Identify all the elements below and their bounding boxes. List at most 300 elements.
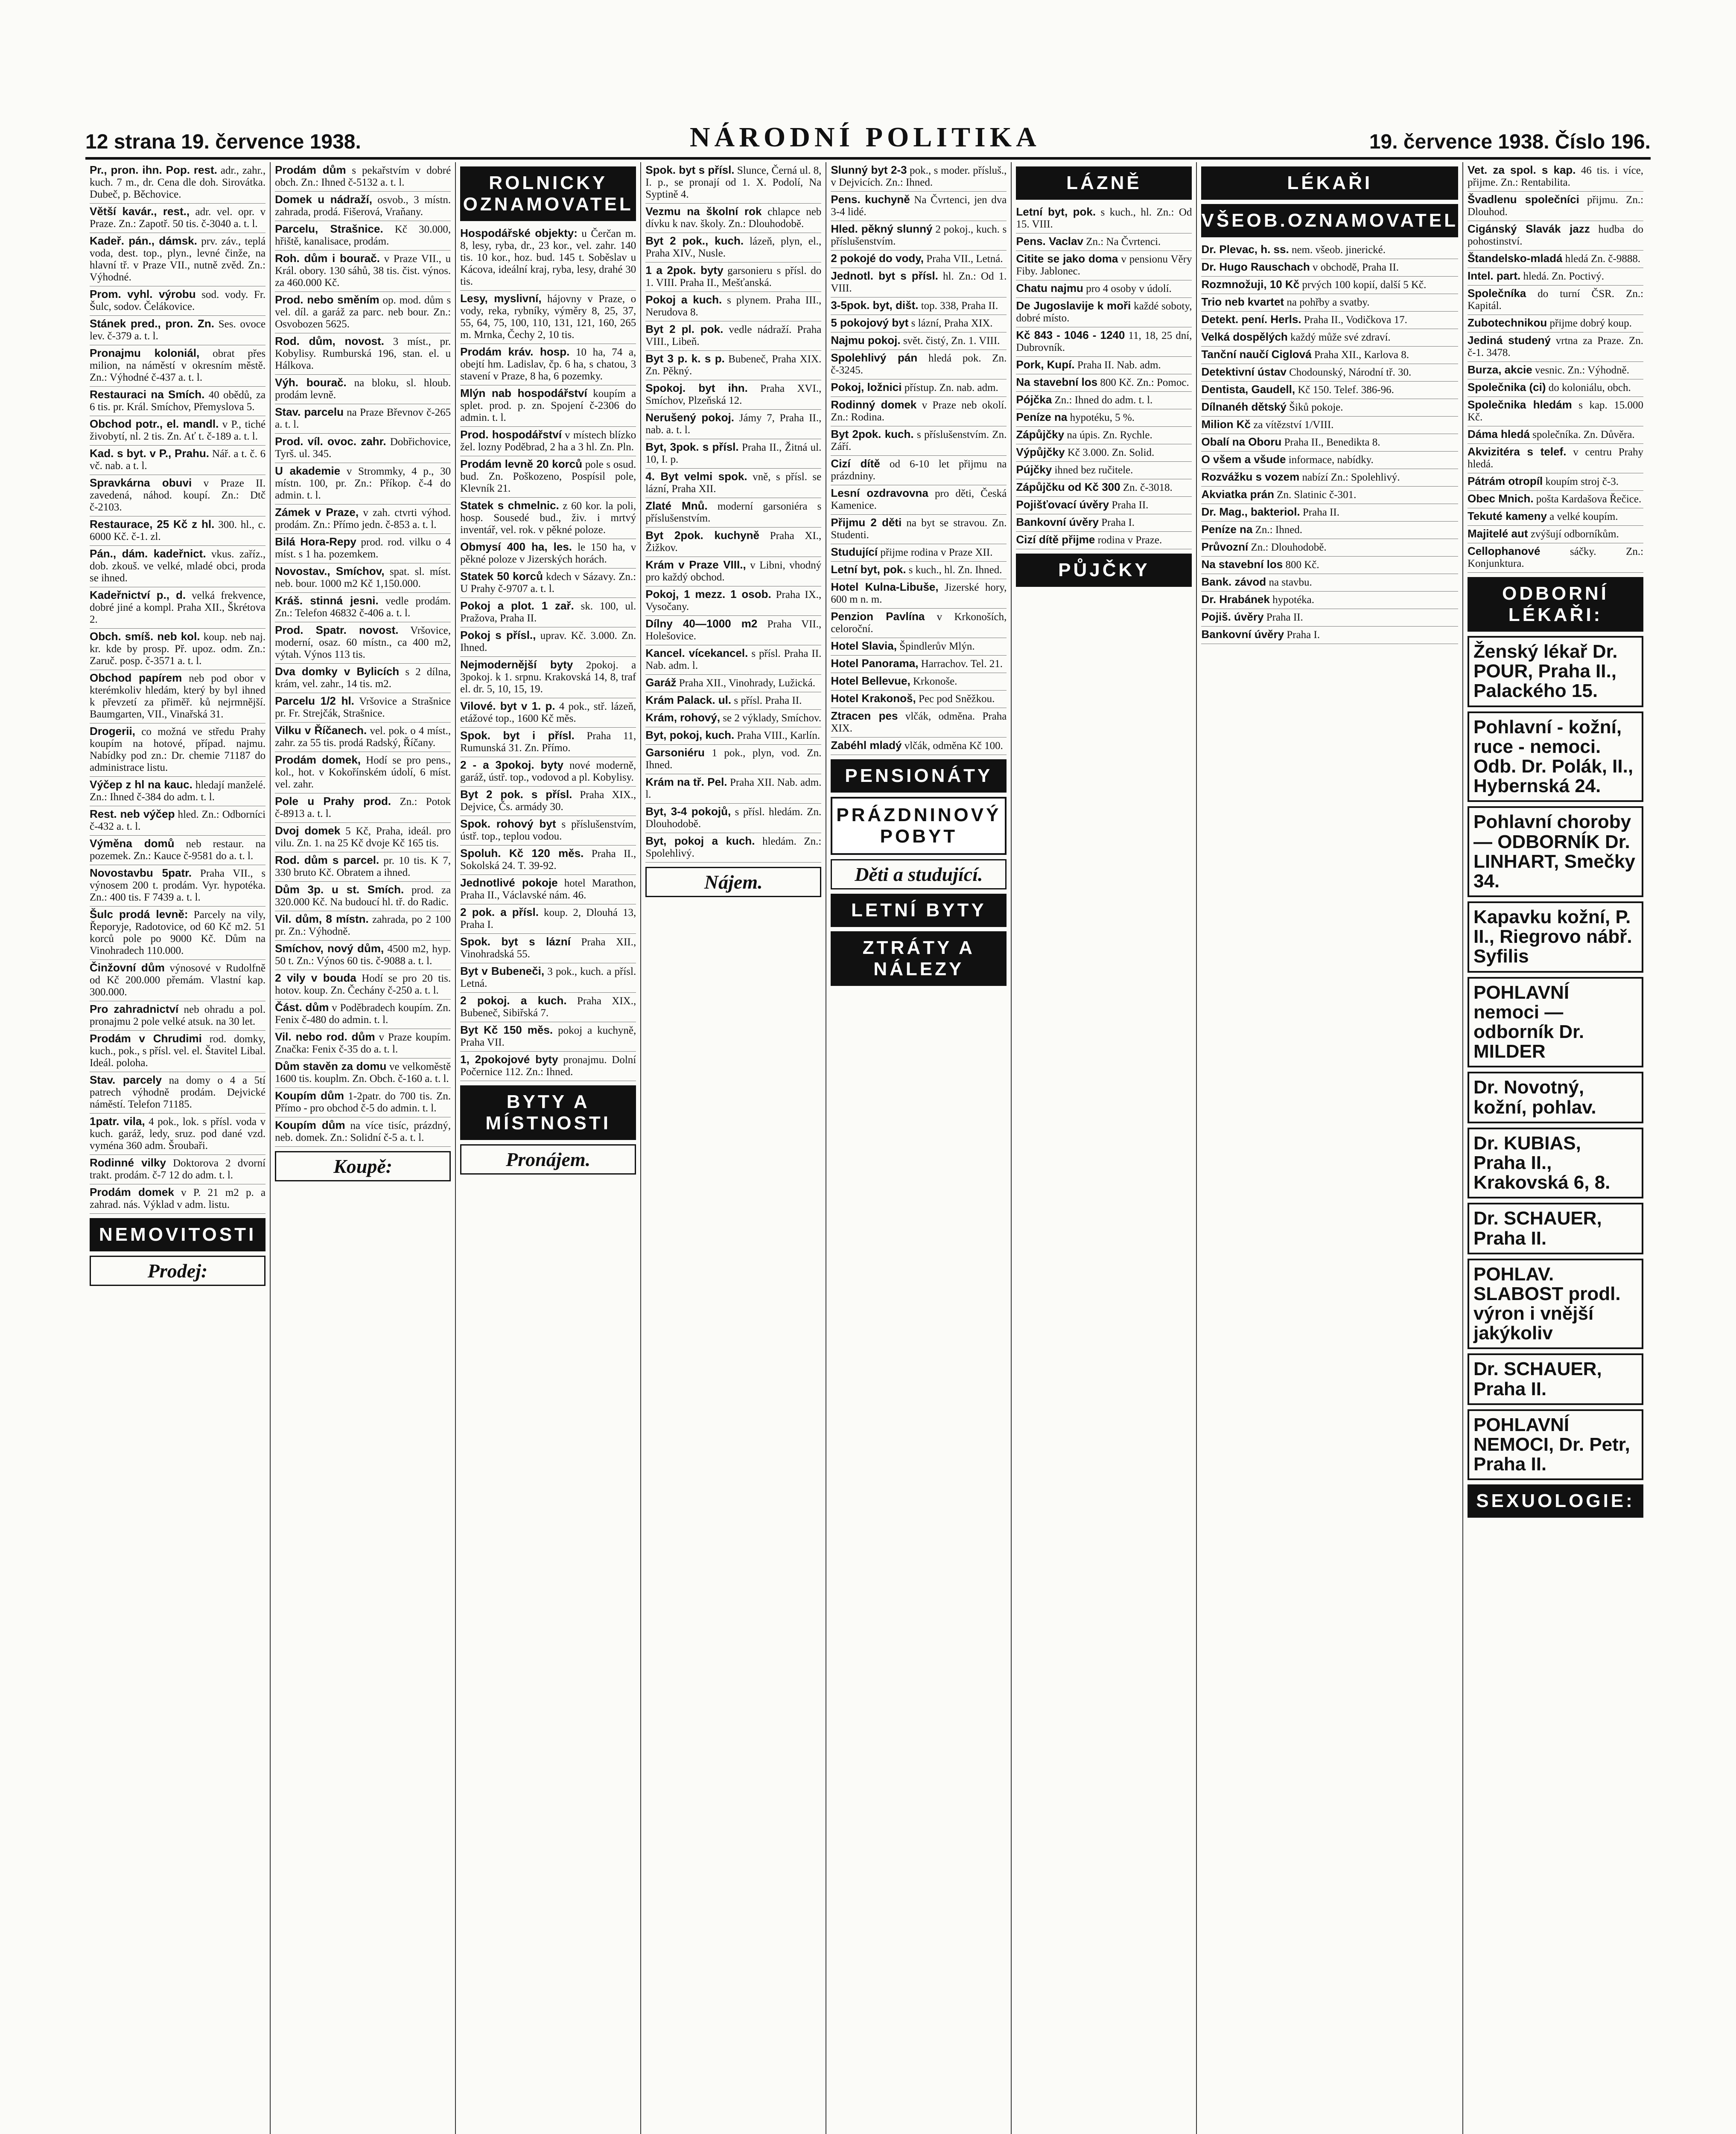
ad-title: Pens. kuchyně [831, 193, 910, 206]
classified-ad [1468, 192, 1643, 221]
ad-body: Praha XIX., Dejvice, Čs. armády 30. [460, 789, 636, 813]
ad-title: Část. dům [275, 1001, 329, 1014]
ad-title: Prodám levně 20 korců [460, 458, 583, 470]
ad-title: 2 pokojé do vody, [831, 252, 924, 265]
ad-title: Jednotl. byt s přísl. [831, 269, 938, 282]
ad-body: svět. čistý, Zn. 1. VIII. [903, 335, 1000, 347]
classified-ad [275, 793, 451, 823]
ad-body: neb restaur. na pozemek. Zn.: Kauce č-9581 do a. t. l. [90, 838, 266, 862]
classified-ad [1016, 392, 1192, 409]
ad-title: Spoluh. Kč 120 měs. [460, 847, 584, 860]
classified-ad [645, 774, 821, 804]
ad-body: na domy o 4 a 5tí patrech výhodně prodám. Dejvické náměstí. Telefon 71185. [90, 1075, 266, 1110]
ad-body: zahrada, po 2 100 pr. Zn.: Výhodně. [275, 914, 451, 937]
ad-body: s kuch., hl. Zn.: Od 15. VIII. [1016, 207, 1192, 230]
classified-ad [1201, 434, 1458, 452]
ad-body: Špindlerův Mlýn. [899, 641, 975, 652]
ad-body: chlapce neb dívku k nav. školy. Zn.: Dlouhodobě. [645, 206, 822, 230]
classified-ad [460, 385, 636, 427]
classified-ad [275, 693, 451, 723]
classified-ad [1016, 514, 1192, 532]
ad-title: Velká dospělých [1201, 330, 1288, 343]
ad-title: Citite se jako doma [1016, 252, 1118, 265]
ad-body: do koloniálu, obch. [1548, 382, 1631, 394]
classified-ad [275, 911, 451, 941]
classified-ad [831, 192, 1007, 221]
classified-ad [90, 806, 266, 836]
ad-body: osvob., 3 místn. zahrada, prodá. Fišerová, Vraňany. [275, 194, 451, 218]
ad-body: Praha XII., Vinohrady, Lužická. [679, 677, 815, 689]
ad-body: hájovny v Praze, o vody, reka, rybníky, výměry 8, 25, 37, 55, 64, 75, 100, 110, 131, 121, 160, 265 m. Mrnka, Čechy 2, 10 tis. [460, 293, 636, 341]
ad-title: Obch. smíš. neb kol. [90, 630, 200, 643]
ad-body: s přísl. Praha II. Nab. adm. l. [645, 648, 822, 671]
classified-ad [1201, 242, 1458, 259]
classified-ad [460, 291, 636, 344]
classified-ad [275, 970, 451, 1000]
ad-body: hypotéka. [1272, 594, 1315, 606]
ad-title: Pro zahradnictví [90, 1003, 179, 1015]
ad-body: na stavbu. [1269, 577, 1312, 588]
ad-title: Pr., pron. ihn. Pop. rest. [90, 163, 217, 176]
ad-body: na Praze Břevnov č-265 a. t. l. [275, 407, 451, 430]
ad-body: s přísl. Praha II. [734, 695, 802, 706]
classified-ad [460, 787, 636, 816]
ad-body: top. 338, Praha II. [921, 300, 998, 312]
ad-body: Praha VIII., Karlín. [737, 730, 820, 741]
ad-title: Najmu pokoj. [831, 334, 901, 347]
ad-body: 3 pok., kuch. a přísl. Letná. [460, 966, 636, 989]
classified-ad [1201, 364, 1458, 382]
ad-title: Výh. bourač. [275, 376, 347, 389]
ad-body: Zn.: Ihned do adm. t. l. [1054, 394, 1153, 406]
header-left: 12 strana 19. července 1938. [85, 131, 361, 153]
ad-body: Praha II., Benedikta 8. [1284, 437, 1380, 448]
ad-body: sk. 100, ul. Pražova, Praha II. [460, 601, 636, 624]
ad-body: 40 obědů, za 6 tis. pr. Král. Smíchov, Přemyslova 5. [90, 389, 266, 413]
ad-title: Cellophanové [1467, 545, 1541, 557]
classified-ad [460, 568, 636, 598]
classified-ad [460, 1022, 636, 1052]
ad-title: Dílnanéh dětský [1201, 400, 1287, 413]
ad-title: Prod. víl. ovoc. zahr. [275, 435, 386, 448]
ad-title: Prod. nebo směním [275, 293, 379, 306]
classified-ad [90, 286, 266, 316]
ad-body: vkus. zaříz., dob. zkouš. ve velké, mladé obci, proda se ihned. [90, 548, 266, 584]
ad-body: Praha II., Sokolská 24. T. 39-92. [460, 848, 636, 872]
ad-body: koupím a splet. prod. p. zn. Spojení č-2306 do admin. t. l. [460, 388, 636, 423]
classified-ad [90, 316, 266, 345]
classified-ad [1016, 251, 1192, 280]
ad-body: v P. 21 m2 p. a zahrad. nás. Výklad v adm. listu. [90, 1187, 266, 1210]
ad-title: Spok. byt s lázní [460, 935, 571, 948]
ad-title: Pátrám otropíl [1467, 475, 1543, 487]
classified-ad [460, 816, 636, 845]
ad-body: Praha 11, Rumunská 31. Zn. Přímo. [460, 730, 636, 754]
classified-ad [90, 1001, 266, 1031]
ad-body: na bloku, sl. hloub. prodám levně. [275, 377, 451, 401]
doctor-ad: POHLAVNÍ nemoci — odborník Dr. MILDER [1468, 977, 1643, 1068]
page-header [85, 115, 1651, 160]
ad-title: Peníze na [1016, 411, 1068, 423]
ad-body: zvýšují odborníkům. [1530, 528, 1619, 540]
ad-body: sod. vody. Fr. Šulc, sodov. Čelákovice. [90, 289, 266, 312]
ad-title: Vezmu na školní rok [645, 205, 762, 218]
ad-body: přístup. Zn. nab. adm. [904, 382, 998, 394]
ad-title: 1, 2pokojové byty [460, 1053, 558, 1066]
ad-body: pro děti, Česká Kamenice. [831, 488, 1007, 511]
ad-body: Hodí se pro 20 tis. hotov. koup. Zn. Čechány č-250 a. t. l. [275, 973, 451, 996]
ad-title: Bankovní úvěry [1016, 516, 1099, 528]
ad-title: Intel. part. [1467, 269, 1521, 282]
ad-title: Vilové. byt v 1. p. [460, 700, 555, 712]
ad-body: v Libni, vhodný pro každý obchod. [645, 560, 822, 583]
classified-ad [90, 416, 266, 446]
ad-title: Byt 2 pok., kuch. [645, 234, 744, 247]
ad-body: v obchodě, Praha II. [1313, 262, 1399, 273]
ad-body: vedle nádraží. Praha VIII., Libeň. [645, 324, 822, 347]
ad-title: 2 pokoj. a kuch. [460, 994, 567, 1007]
ad-body: každý může své zdraví. [1290, 332, 1391, 343]
doctor-ad: Dr. KUBIAS, Praha II., Krakovská 6, 8. [1468, 1128, 1643, 1199]
classified-ad [275, 221, 451, 251]
classified-ad [90, 204, 266, 233]
classified-ad [90, 1155, 266, 1184]
ad-title: Garáž [645, 676, 677, 689]
ad-body: z 60 kor. la poli, hosp. Sousedé bud., živ. i mrtvý inventář, vel. rok. v pěkné poloze. [460, 500, 636, 536]
ad-title: Prod. Spatr. novost. [275, 624, 399, 636]
classified-ad [275, 463, 451, 504]
ad-body: v centru Prahy hledá. [1467, 446, 1644, 470]
ad-title: Hospodářské objekty: [460, 227, 578, 239]
ad-title: Hotel Bellevue, [831, 674, 910, 687]
ad-title: 1patr. vila, [90, 1115, 145, 1128]
classified-ad [831, 350, 1007, 379]
ad-title: Novostav., Smíchov, [275, 565, 385, 577]
ad-body: hledá Zn. č-9888. [1565, 253, 1641, 265]
classified-ad [645, 351, 821, 380]
classified-ad [831, 544, 1007, 562]
ad-body: Zn.: Ihned. [1255, 524, 1303, 536]
classified-ad [831, 297, 1007, 315]
ad-body: v Praze VII., u Král. obory. 130 sáhů, 38 tis. čist. výnos. za 460.000 Kč. [275, 253, 451, 289]
classified-ad [645, 439, 821, 469]
classified-ad [275, 504, 451, 534]
classified-ad [1468, 286, 1643, 315]
ad-body: výnosové v Rudolfně od Kč 200.000 přemám. Vlastní kap. 300.000. [90, 962, 266, 998]
ad-title: Spok. byt s přísl. [645, 163, 735, 176]
classified-ad [275, 534, 451, 563]
classified-ad [831, 379, 1007, 397]
classified-ad [831, 456, 1007, 485]
ad-body: hledá pok. Zn. č-3245. [831, 353, 1007, 376]
ad-title: Kadeř. pán., dámsk. [90, 234, 197, 247]
ad-title: Kráš. stinná jesni. [275, 594, 379, 607]
ad-body: v Praze II. zavedená, náhod. koupí. Zn.: Dtč č-2103. [90, 478, 266, 513]
classified-ad [645, 321, 821, 351]
ad-title: Společníka [1467, 287, 1526, 300]
ad-body: velká frekvence, dobré jiné a kompl. Praha XII., Škrétova 2. [90, 590, 266, 625]
doctor-ad: POHLAV. SLABOST prodl. výron i vnější jakýkoliv [1468, 1259, 1643, 1350]
classified-ad [645, 745, 821, 774]
ad-body: Harrachov. Tel. 21. [921, 658, 1003, 670]
ad-body: s lázní, Praha XIX. [911, 318, 993, 329]
classified-ad [90, 446, 266, 475]
ad-body: lázeň, plyn, el., Praha XIV., Nusle. [645, 236, 822, 259]
ad-title: Pole u Prahy prod. [275, 795, 391, 808]
ad-title: Akvizitéra s telef. [1467, 445, 1567, 458]
ad-body: hudba do pohostinství. [1467, 224, 1644, 247]
ad-body: v Praze koupím. Značka: Fenix č-35 do a. t. l. [275, 1032, 451, 1055]
classified-ad [1468, 397, 1643, 426]
ad-title: Hotel Panorama, [831, 657, 919, 670]
ad-body: Jámy 7, Praha II., nab. a. t. l. [645, 412, 822, 436]
classified-ad [275, 1029, 451, 1058]
ad-body: vlčák, odměna Kč 100. [904, 740, 1003, 752]
ad-title: Dvoj domek [275, 824, 341, 837]
classified-ad [1201, 259, 1458, 277]
ad-title: Cizí dítě [831, 457, 880, 470]
ad-title: Spravkárna obuvi [90, 476, 192, 489]
classified-ad [460, 845, 636, 875]
classified-ad [1201, 277, 1458, 294]
ad-title: Nerušený pokoj. [645, 411, 734, 424]
ad-body: 2 pokoj., kuch. s příslušenstvím. [831, 224, 1007, 247]
ad-body: Praha XII., Karlova 8. [1314, 349, 1409, 361]
column-5 [826, 162, 1012, 2134]
classified-ad [831, 708, 1007, 738]
ad-title: Drogerii, [90, 725, 135, 738]
section-sexuologie: SEXUOLOGIE: [1468, 1484, 1643, 1518]
classified-ad [460, 627, 636, 657]
ad-title: Prodám v Chrudimi [90, 1032, 202, 1045]
classified-ad [645, 645, 821, 675]
classified-ad [275, 563, 451, 593]
classified-ad [90, 546, 266, 587]
classified-ad [1016, 204, 1192, 233]
ad-title: Pokoj s přísl., [460, 629, 536, 641]
classified-ad [90, 233, 266, 286]
ad-body: Šiků pokoje. [1289, 402, 1343, 413]
ad-title: Kad. s byt. v P., Prahu. [90, 447, 209, 460]
classified-ad [645, 804, 821, 833]
classified-ad [1468, 543, 1643, 573]
column-7 [1197, 162, 1463, 2134]
classified-ad [1201, 487, 1458, 504]
classified-ad [90, 1072, 266, 1114]
classified-ad [831, 738, 1007, 755]
ad-title: Trio neb kvartet [1201, 295, 1284, 308]
classified-ad [1201, 399, 1458, 417]
ad-body: Ses. ovoce lev. č-379 a. t. l. [90, 318, 266, 342]
ad-body: Praha II. [1302, 507, 1339, 518]
classified-ad [460, 875, 636, 904]
ad-body: 800 Kč. Zn.: Pomoc. [1100, 377, 1189, 388]
classified-ad [460, 1052, 636, 1081]
section-byty: BYTY A MÍSTNOSTI [460, 1085, 636, 1140]
ad-body: garsonieru s přísl. do 1. VIII. Praha II., Mešťanská. [645, 265, 822, 289]
ad-title: Dům 3p. u st. Smích. [275, 883, 404, 896]
ad-title: Pens. Vaclav [1016, 235, 1083, 248]
ad-title: Kadeřnictví p., d. [90, 589, 186, 601]
ad-body: moderní garsoniéra s příslušenstvím. [645, 501, 822, 524]
ad-title: Jednotlivé pokoje [460, 876, 558, 889]
ad-body: nem. všeob. jinerické. [1291, 244, 1386, 256]
ad-body: Zn.: Na Čvrtenci. [1086, 236, 1161, 248]
ad-body: přijme dobrý koup. [1549, 318, 1632, 329]
section-lazne: LÁZNĚ [1016, 166, 1192, 200]
ad-title: Zámek v Praze, [275, 506, 359, 519]
ad-body: pr. 10 tis. K 7, 330 bruto Kč. Obratem a ihned. [275, 855, 451, 878]
ad-title: Dům stavěn za domu [275, 1060, 387, 1073]
classified-ad [90, 836, 266, 865]
ad-title: Krám Palack. ul. [645, 694, 732, 706]
classified-ad [90, 865, 266, 907]
classified-ad [1468, 332, 1643, 362]
ad-body: spat. sl. míst. neb. bour. 1000 m2 Kč 1,150.000. [275, 566, 451, 589]
ad-body: Na Čvrtenci, jen dva 3-4 lidé. [831, 194, 1007, 218]
ad-title: Jediná studený [1467, 334, 1551, 347]
ad-body: koupím stroj č-3. [1545, 476, 1619, 487]
ad-body: rod. domky, kuch., pok., s přísl. vel. el. Štavitel Libal. Ideál. poloha. [90, 1033, 266, 1069]
ad-title: Roh. dům i bourač. [275, 252, 380, 265]
ad-body: s 2 dílna, krám, vel. zahr., 14 tis. m2. [275, 666, 451, 690]
ad-title: Činžovní dům [90, 961, 165, 974]
ad-body: 10 ha, 74 a, obejtí hm. Ladislav, čp. 6 ha, s chatou, 3 stavení v Praze, 8 ha, 6 pozemky. [460, 347, 636, 382]
ad-title: Obchod potr., el. mandl. [90, 417, 219, 430]
column-8 [1463, 162, 1648, 2134]
classified-ad [645, 710, 821, 727]
ad-title: Restaurace, 25 Kč z hl. [90, 518, 215, 531]
column-6 [1012, 162, 1197, 2134]
ad-title: Bank. závod [1201, 575, 1266, 588]
classified-ad [275, 434, 451, 463]
ad-body: obrat přes milion, na náměstí v okresním městě. Zn.: Výhodné č-437 a. t. l. [90, 348, 266, 383]
ad-body: 4500 m2, hyp. 50 t. Zn.: Výnos 60 tis. č-9088 a. t. l. [275, 943, 451, 967]
classified-ad [1468, 162, 1643, 192]
ad-title: De Jugoslavije k moři [1016, 299, 1131, 312]
ad-title: Dr. Plevac, h. ss. [1201, 243, 1289, 256]
ad-body: s kap. 15.000 Kč. [1467, 399, 1644, 423]
ad-body: na úpis. Zn. Rychle. [1067, 429, 1152, 441]
ad-body: s příslušenstvím, ústř. top., teplou vodou. [460, 819, 636, 842]
ad-title: Zubotechnikou [1467, 316, 1547, 329]
ad-title: Dentista, Gaudell, [1201, 383, 1295, 396]
ad-title: Novostavbu 5patr. [90, 866, 192, 879]
ad-body: sáčky. Zn.: Konjunktura. [1467, 546, 1644, 569]
ad-title: Vilku v Říčanech. [275, 724, 367, 737]
classified-ad [1201, 522, 1458, 539]
ad-title: Spok. rohový byt [460, 817, 556, 830]
classified-ad [1016, 409, 1192, 427]
header-right: 19. července 1938. Číslo 196. [1369, 131, 1651, 153]
ad-body: od 6-10 let přijmu na prázdniny. [831, 458, 1007, 482]
ad-title: Pán., dám. kadeřnict. [90, 547, 206, 560]
classified-ad [645, 692, 821, 710]
ad-body: v místech blízko žel. lozny Poděbrad, 2 ha a 3 hl. Zn. Pln. [460, 429, 636, 453]
ad-body: Kč 3.000. Zn. Solid. [1067, 447, 1155, 458]
ad-title: Lesní ozdravovna [831, 487, 928, 499]
ad-body: Praha II. [1266, 612, 1303, 623]
classified-ad [831, 515, 1007, 544]
ad-body: ve velkoměstě 1600 tis. kouplm. Zn. Obch. č-160 a. t. l. [275, 1061, 451, 1084]
ad-body: 1 pok., plyn, vod. Zn. Ihned. [645, 747, 822, 771]
ad-body: Kč 30.000, hřiště, kanalisace, prodám. [275, 224, 451, 247]
ad-body: pošta Kardašova Řečice. [1536, 493, 1642, 505]
ad-title: Byt, pokoj, kuch. [645, 729, 735, 741]
classified-ad [1201, 592, 1458, 609]
classified-ad [645, 410, 821, 439]
doctor-ad: Dr. SCHAUER, Praha II. [1468, 1353, 1643, 1405]
ad-title: Byt 2 pok. s přísl. [460, 788, 572, 801]
ad-body: 2pokoj. a 3pokoj. k 1. srpnu. Krakovská 14, 8, traf el. dr. 5, 10, 15, 19. [460, 659, 636, 695]
ad-body: hledá. Zn. Poctivý. [1523, 271, 1605, 282]
ad-title: Prodám dům [275, 163, 346, 176]
ad-body: Jizerské hory, 600 m n. m. [831, 582, 1007, 605]
ad-body: vedle prodám. Zn.: Telefon 46832 č-406 a. t. l. [275, 595, 451, 619]
ad-title: Společnika (ci) [1467, 381, 1546, 394]
ad-body: pokoj a kuchyně, Praha VII. [460, 1025, 636, 1048]
ad-body: hledám. Zn.: Spolehlivý. [645, 836, 822, 859]
ad-title: Kancel. vícekancel. [645, 647, 748, 659]
ad-title: Dílny 40—1000 m2 [645, 617, 758, 630]
ad-title: Byt 2pok. kuch. [831, 428, 914, 440]
ad-title: Burza, akcie [1467, 363, 1532, 376]
classified-ad [1016, 327, 1192, 357]
ad-title: Nejmodernější byty [460, 658, 573, 671]
classified-ad [831, 251, 1007, 268]
section-ztraty: ZTRÁTY A NÁLEZY [831, 931, 1007, 986]
ad-body: Zn.: Dlouhodobě. [1251, 542, 1327, 553]
ad-title: Ztracen pes [831, 709, 898, 722]
classified-ad [1016, 444, 1192, 462]
classified-ad [831, 268, 1007, 297]
ad-body: Vršovice, moderní, osaz. 60 místn., ca 400 m2, výtah. Výnos 113 tis. [275, 625, 451, 660]
ad-body: 3 míst., pr. Kobylisy. Rumburská 196, stan. el. u Hálkova. [275, 336, 451, 371]
column-4 [641, 162, 826, 2134]
ad-title: Chatu najmu [1016, 282, 1083, 294]
classified-ad [1201, 539, 1458, 557]
classified-ad [1468, 526, 1643, 543]
ad-body: koup. 2, Dlouhá 13, Praha I. [460, 907, 636, 930]
ad-title: Byt Kč 150 měs. [460, 1023, 553, 1036]
classified-ad [831, 579, 1007, 609]
ad-title: Pronajmu koloniál, [90, 347, 200, 359]
classified-ad [1468, 251, 1643, 268]
classified-ad [275, 375, 451, 404]
classified-ad [1468, 426, 1643, 444]
ad-body: ihned bez ručitele. [1054, 464, 1133, 476]
ad-title: Statek 50 korců [460, 570, 543, 583]
ad-body: Praha II., Žitná ul. 10, I. p. [645, 442, 822, 465]
ad-title: Rod. dům, novost. [275, 335, 384, 347]
classified-ad [275, 723, 451, 752]
ad-body: koup. neb naj. kr. kde by prosp. Př. upoz. odm. Zn.: Zaruč. posp. č-3571 a. t. l. [90, 631, 266, 667]
ad-title: Pork, Kupí. [1016, 358, 1075, 371]
ad-body: rodina v Praze. [1097, 534, 1162, 546]
ad-body: Praha IX., Vysočany. [645, 589, 822, 612]
classified-ad [460, 698, 636, 728]
column-3 [456, 162, 641, 2134]
ad-title: Detekt. pení. Herls. [1201, 313, 1301, 326]
classified-ad [275, 292, 451, 333]
classified-ad [460, 993, 636, 1022]
classified-ad [645, 162, 821, 204]
ad-body: Praha II., Vodičkova 17. [1304, 314, 1407, 326]
doctor-ad: POHLAVNÍ NEMOCI, Dr. Petr, Praha II. [1468, 1409, 1643, 1481]
ad-body: Kč 150. Telef. 386-96. [1298, 384, 1394, 396]
ad-title: Rod. dům s parcel. [275, 854, 379, 866]
ad-title: Studující [831, 545, 878, 558]
